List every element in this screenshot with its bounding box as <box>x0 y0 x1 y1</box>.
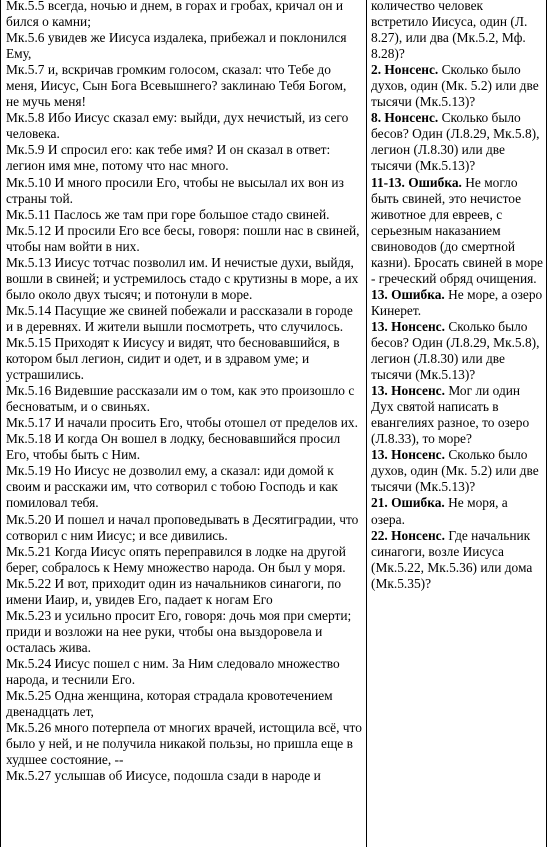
verse-text: Мк.5.7 и, вскричав громким голосом, сказал: что Тебе до меня, Иисус, Сын Бога Всевышнего? заклинаю Тебя Богом, не мучь меня! <box>6 62 347 110</box>
note-label: 22. Нонсенс. <box>371 527 445 543</box>
verse-text: Мк.5.25 Одна женщина, которая страдала кровотечением двенадцать лет, <box>6 688 333 720</box>
note-label: 13. Нонсенс. <box>371 447 445 463</box>
verse-text: Мк.5.5 всегда, ночью и днем, в горах и гробах, кричал он и бился о камни; <box>6 0 344 30</box>
commentary-note <box>371 0 543 62</box>
right-border <box>546 0 547 847</box>
verse-text: Мк.5.6 увидев же Иисуса издалека, прибежал и поклонился Ему, <box>6 30 347 62</box>
verse-text: Мк.5.16 Видевшие рассказали им о том, как это произошло с бесноватым, и о свиньях. <box>6 383 355 415</box>
verse-text: Мк.5.13 Иисус тотчас позволил им. И нечистые духи, выйдя, вошли в свиней; и устремилось стадо с крутизны в море, а их было около двух тысяч; и потонули в море. <box>6 254 359 302</box>
verse-text: Мк.5.12 И просили Его все бесы, говоря: пошли нас в свиней, чтобы нам войти в них. <box>6 222 360 254</box>
verse-text: Мк.5.9 И спросил его: как тебе имя? И он сказал в ответ: легион имя мне, потому что нас много. <box>6 142 331 174</box>
note-text: Сколько было духов, один (Мк. 5.2) или две тысячи (Мк.5.13)? <box>371 62 539 110</box>
left-border <box>0 0 1 847</box>
verse-text: Мк.5.11 Паслось же там при горе большое стадо свиней. <box>6 206 330 222</box>
bible-text-column <box>6 0 362 845</box>
note-label: 13. Нонсенс. <box>371 318 445 334</box>
verse-text: Мк.5.27 услышав об Иисусе, подошла сзади в народе и <box>6 768 321 784</box>
commentary-note <box>371 110 543 174</box>
note-label: 11-13. Ошибка. <box>371 174 462 190</box>
note-label: 2. Нонсенс. <box>371 62 439 78</box>
note-text: Сколько было бесов? Один (Л.8.29, Мк.5.8), легион (Л.8.30) или две тысячи (Мк.5.13)? <box>371 110 540 174</box>
note-label: 21. Ошибка. <box>371 495 445 511</box>
verse-text: Мк.5.23 и усильно просит Его, говоря: дочь моя при смерти; приди и возложи на нее руки, чтобы она выздоровела и осталась жива. <box>6 607 352 655</box>
note-text: Не могло быть свиней, это нечистое животное для евреев, с серьезным наказанием свиноводов (до смертной казни). Бросать свиней в море - греческий обряд очищения. <box>371 174 543 286</box>
note-text: Не море, а озеро Кинерет. <box>371 286 543 318</box>
note-text: Где начальник синагоги, возле Иисуса (Мк.5.22, Мк.5.36) или дома (Мк.5.35)? <box>371 527 533 591</box>
commentary-note <box>371 287 543 319</box>
commentary-note <box>371 319 543 383</box>
verse-text: Мк.5.15 Приходят к Иисусу и видят, что бесновавшийся, в котором был легион, сидит и одет, и в здравом уме; и устрашились. <box>6 334 340 383</box>
verse-text: Мк.5.24 Иисус пошел с ним. За Ним следовало множество народа, и теснили Его. <box>6 655 340 687</box>
commentary-column <box>371 0 543 845</box>
verse-text: Мк.5.19 Но Иисус не дозволил ему, а сказал: иди домой к своим и расскажи им, что сотворил с тобою Господь и как помиловал тебя. <box>6 463 338 511</box>
note-label: 13. Ошибка. <box>371 286 445 302</box>
commentary-note <box>371 495 543 527</box>
commentary-note <box>371 175 543 287</box>
note-label: 8. Нонсенс. <box>371 110 439 126</box>
verse-text: Мк.5.22 И вот, приходит один из начальников синагоги, по имени Иаир, и, увидев Его, падает к ногам Его <box>6 575 342 607</box>
verse-text: Мк.5.20 И пошел и начал проповедывать в Десятиградии, что сотворил с ним Иисус; и все дивились. <box>6 511 359 543</box>
verse-text: Мк.5.14 Пасущие же свиней побежали и рассказали в городе и в деревнях. И жители вышли посмотреть, что случилось. <box>6 302 353 334</box>
note-text: Сколько было духов, один (Мк. 5.2) или две тысячи (Мк.5.13)? <box>371 447 539 495</box>
verse-text: Мк.5.18 И когда Он вошел в лодку, бесновавшийся просил Его, чтобы быть с Ним. <box>6 431 341 463</box>
commentary-note <box>371 528 543 592</box>
verse-text: Мк.5.17 И начали просить Его, чтобы отошел от пределов их. <box>6 415 358 431</box>
note-text: количество человек встретило Иисуса, один (Л. 8.27), или два (Мк.5.2, Мф. 8.28)? <box>371 0 528 62</box>
commentary-note <box>371 383 543 447</box>
column-divider <box>366 0 367 847</box>
verse-text: Мк.5.26 много потерпела от многих врачей, истощила всё, что было у ней, и не получила никакой пользы, но пришла еще в худшее состояние, -- <box>6 720 362 768</box>
note-text: Сколько было бесов? Один (Л.8.29, Мк.5.8), легион (Л.8.30) или две тысячи (Мк.5.13)? <box>371 318 540 383</box>
verse-text: Мк.5.10 И много просили Его, чтобы не высылал их вон из страны той. <box>6 174 344 206</box>
note-text: Мог ли один Дух святой написать в евангелиях разное, то озеро (Л.8.33), то море? <box>371 383 530 447</box>
commentary-note <box>371 62 543 110</box>
verse-text: Мк.5.8 Ибо Иисус сказал ему: выйди, дух нечистый, из сего человека. <box>6 110 349 142</box>
verse-text: Мк.5.21 Когда Иисус опять переправился в лодке на другой берег, собралось к Нему множество народа. Он был у моря. <box>6 543 346 575</box>
commentary-note <box>371 447 543 495</box>
note-label: 13. Нонсенс. <box>371 383 445 399</box>
note-text: Не моря, а озера. <box>371 495 508 527</box>
